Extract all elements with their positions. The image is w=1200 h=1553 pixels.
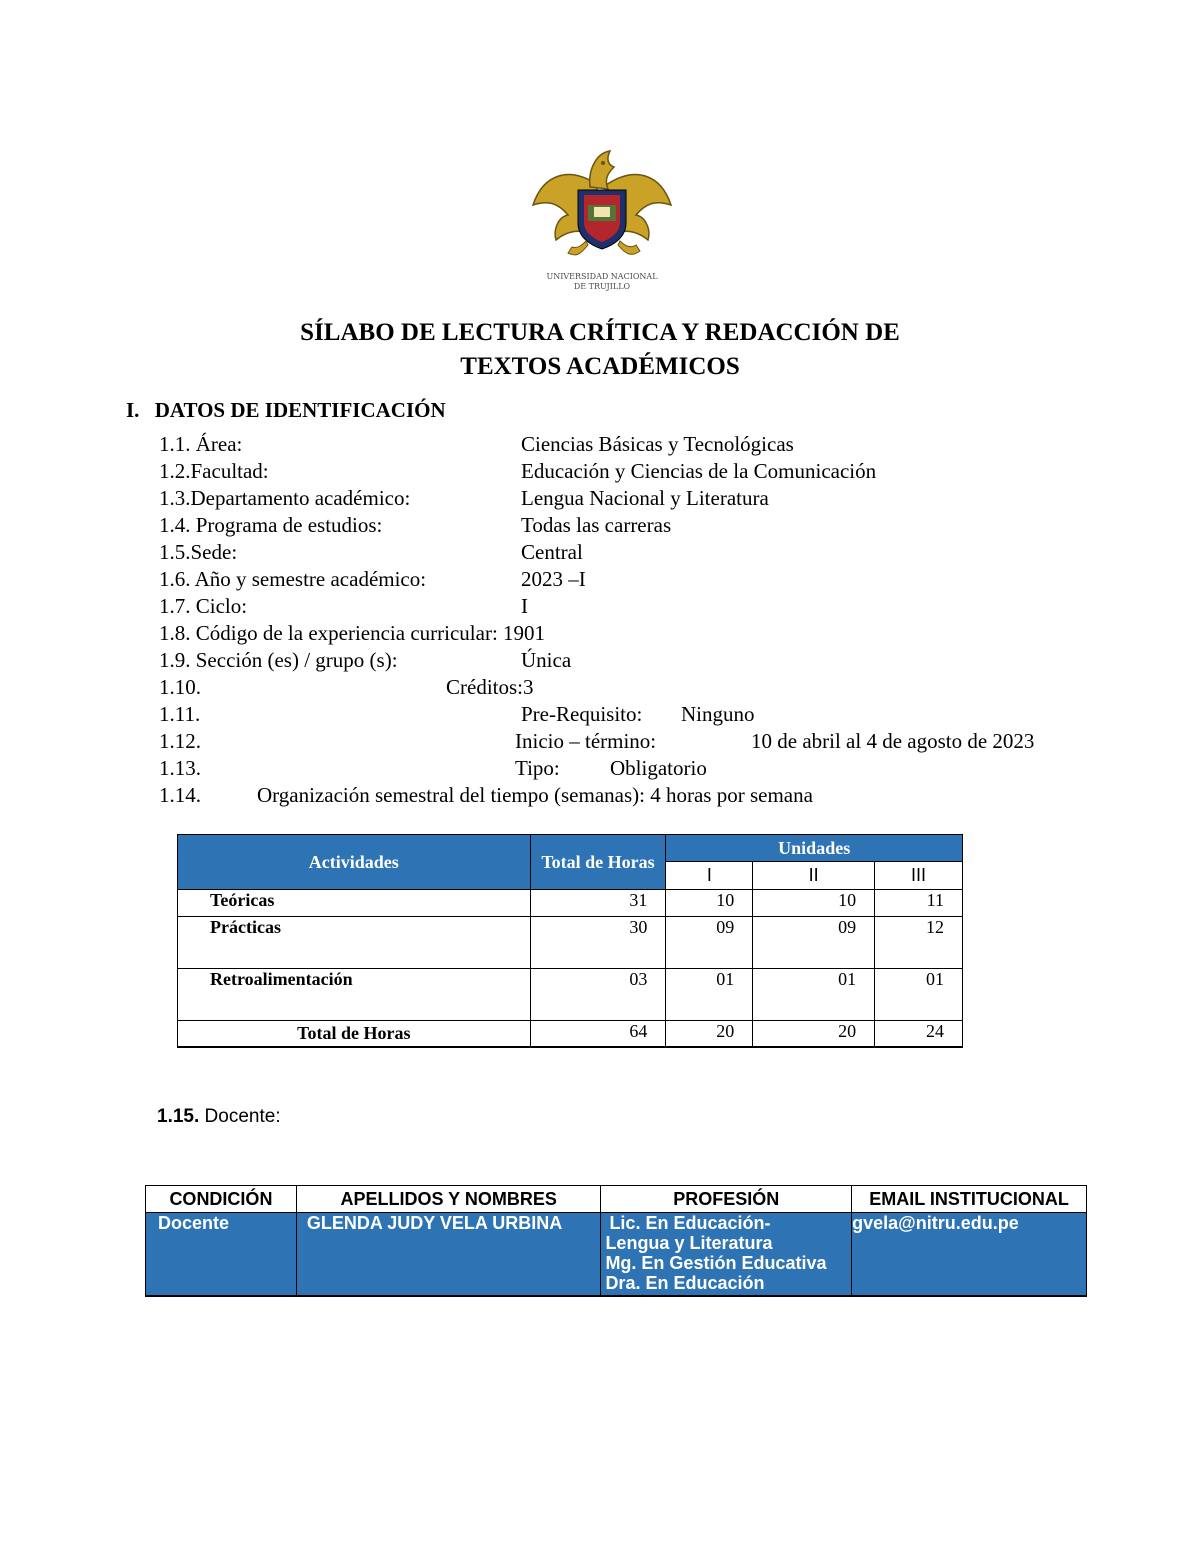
logo-text-line1: UNIVERSIDAD NACIONAL xyxy=(546,272,658,281)
profesion-line: Lengua y Literatura xyxy=(605,1233,773,1253)
unit-i: I xyxy=(666,862,753,890)
table-row xyxy=(178,917,963,969)
profesion-line: Dra. En Educación xyxy=(605,1273,765,1293)
header-profesion: PROFESIÓN xyxy=(601,1186,852,1213)
item-creditos-value: 3 xyxy=(523,675,534,699)
item-programa-value: Todas las carreras xyxy=(521,513,672,537)
row-u2: 01 xyxy=(753,969,875,1021)
row-total: 30 xyxy=(530,917,666,969)
item-organizacion-value: 4 horas por semana xyxy=(650,783,813,807)
item-prerequisito-value: Ninguno xyxy=(681,702,755,726)
docente-label: Docente: xyxy=(204,1106,281,1127)
section-title: DATOS DE IDENTIFICACIÓN xyxy=(154,398,446,422)
section-number: I. xyxy=(126,398,140,422)
cell-email[interactable]: gvela@nitru.edu.pe xyxy=(852,1213,1087,1297)
header-email: EMAIL INSTITUCIONAL xyxy=(852,1186,1087,1213)
item-ciclo-value: I xyxy=(521,594,528,618)
item-facultad-value: Educación y Ciencias de la Comunicación xyxy=(521,459,877,483)
item-prerequisito-num: 1.11. xyxy=(159,702,201,726)
header-apellidos-nombres: APELLIDOS Y NOMBRES xyxy=(296,1186,601,1213)
cell-nombre: GLENDA JUDY VELA URBINA xyxy=(296,1213,601,1297)
university-logo xyxy=(528,145,676,295)
item-seccion-value: Única xyxy=(521,648,572,672)
row-u3: 12 xyxy=(875,917,963,969)
docente-heading xyxy=(157,1106,281,1128)
item-departamento-value: Lengua Nacional y Literatura xyxy=(521,486,769,510)
total-u3: 24 xyxy=(875,1021,963,1047)
item-codigo-value: 1901 xyxy=(503,621,546,645)
row-u3: 11 xyxy=(875,890,963,917)
total-u1: 20 xyxy=(666,1021,753,1047)
unit-iii: III xyxy=(875,862,963,890)
row-u2: 10 xyxy=(753,890,875,917)
item-creditos-num: 1.10. xyxy=(159,675,201,699)
row-total: 03 xyxy=(530,969,666,1021)
item-tipo-num: 1.13. xyxy=(159,756,201,780)
item-sede: 1.5.Sede: xyxy=(159,540,238,564)
item-organizacion-num: 1.14. xyxy=(159,783,201,807)
cell-condicion: Docente xyxy=(146,1213,297,1297)
header-condicion: CONDICIÓN xyxy=(146,1186,297,1213)
item-tipo-value: Obligatorio xyxy=(610,756,707,780)
item-programa: 1.4. Programa de estudios: xyxy=(159,513,383,537)
row-label: Prácticas xyxy=(178,917,531,969)
col-total-horas: Total de Horas xyxy=(530,835,666,890)
total-total: 64 xyxy=(530,1021,666,1047)
row-label: Teóricas xyxy=(178,890,531,917)
item-area: 1.1. Área: xyxy=(159,432,243,456)
item-inicio-label: Inicio – término: xyxy=(515,729,657,753)
item-organizacion: Organización semestral del tiempo (semanas): 4 horas por semana xyxy=(257,783,813,807)
col-unidades: Unidades xyxy=(666,835,963,862)
item-seccion: 1.9. Sección (es) / grupo (s): xyxy=(159,648,398,672)
teacher-table xyxy=(145,1185,1087,1297)
docente-num: 1.15. xyxy=(157,1106,200,1127)
item-codigo: 1.8. Código de la experiencia curricular: 1901 xyxy=(159,621,546,645)
row-total: 31 xyxy=(530,890,666,917)
total-u2: 20 xyxy=(753,1021,875,1047)
profesion-line: Lic. En Educación- xyxy=(609,1213,771,1233)
hours-table xyxy=(177,834,963,1048)
row-u2: 09 xyxy=(753,917,875,969)
total-row xyxy=(178,1021,963,1047)
col-actividades: Actividades xyxy=(178,835,531,890)
section-heading xyxy=(126,398,446,423)
table-row xyxy=(146,1213,1087,1297)
row-label: Retroalimentación xyxy=(178,969,531,1021)
item-inicio-value: 10 de abril al 4 de agosto de 2023 xyxy=(751,729,1035,753)
cell-profesion xyxy=(601,1213,852,1297)
item-anio-semestre: 1.6. Año y semestre académico: xyxy=(159,567,427,591)
item-facultad: 1.2.Facultad: xyxy=(159,459,269,483)
item-departamento: 1.3.Departamento académico: xyxy=(159,486,411,510)
row-u1: 10 xyxy=(666,890,753,917)
item-anio-semestre-value: 2023 –I xyxy=(521,567,586,591)
total-label: Total de Horas xyxy=(178,1021,531,1047)
logo-text-line2: DE TRUJILLO xyxy=(573,282,631,291)
row-u1: 09 xyxy=(666,917,753,969)
document-title-line1: SÍLABO DE LECTURA CRÍTICA Y REDACCIÓN DE xyxy=(300,319,900,346)
item-sede-value: Central xyxy=(521,540,583,564)
document-title-line2: TEXTOS ACADÉMICOS xyxy=(460,353,740,380)
item-area-value: Ciencias Básicas y Tecnológicas xyxy=(521,432,794,456)
table-row xyxy=(178,890,963,917)
row-u1: 01 xyxy=(666,969,753,1021)
item-tipo-label: Tipo: xyxy=(515,756,560,780)
item-prerequisito-label: Pre-Requisito: xyxy=(521,702,643,726)
table-row xyxy=(178,969,963,1021)
item-inicio-num: 1.12. xyxy=(159,729,201,753)
unit-ii: II xyxy=(753,862,875,890)
profesion-line: Mg. En Gestión Educativa xyxy=(605,1253,827,1273)
item-ciclo: 1.7. Ciclo: xyxy=(159,594,248,618)
row-u3: 01 xyxy=(875,969,963,1021)
item-creditos: Créditos:3 xyxy=(446,675,534,699)
